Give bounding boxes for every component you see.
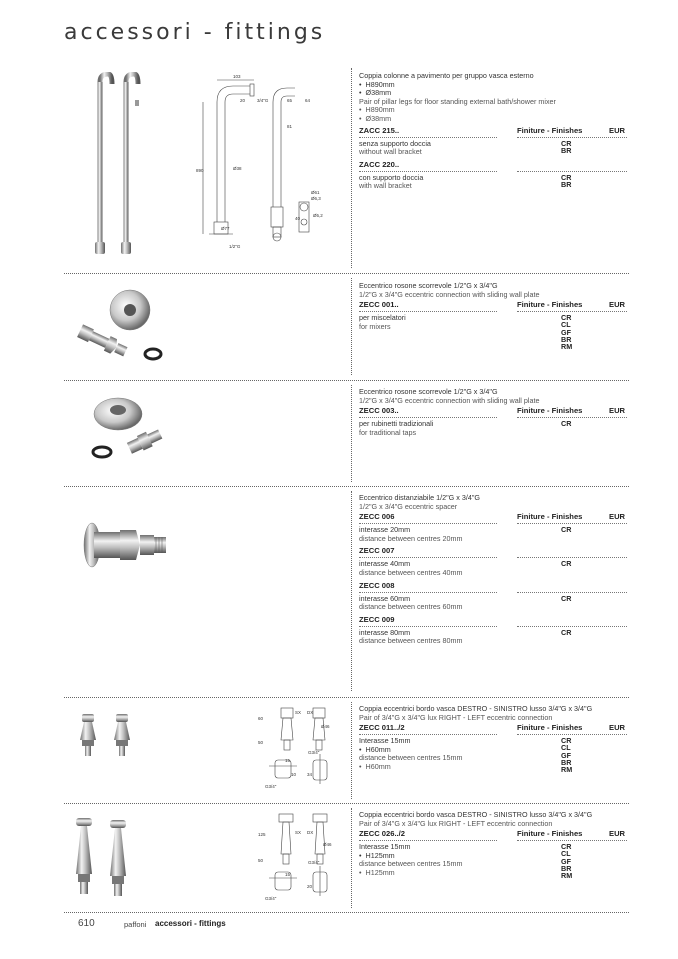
bullet: • H890mm bbox=[359, 79, 395, 89]
variant-header bbox=[359, 407, 629, 417]
finish-codes: CR bbox=[561, 525, 572, 535]
column-divider bbox=[351, 68, 352, 268]
product-title-en: 1/2"G x 3/4"G eccentric connection with sliding wall plate bbox=[359, 395, 540, 405]
product-code: ZECC 009 bbox=[359, 614, 395, 624]
dim-label: 103 bbox=[233, 74, 241, 79]
product-title-it: Eccentrico distanziabile 1/2"G x 3/4"G bbox=[359, 493, 480, 502]
eur-label: EUR bbox=[609, 406, 626, 416]
finish-codes: CR BR bbox=[561, 138, 572, 155]
finishes-label: Finiture - Finishes bbox=[517, 300, 583, 310]
dim-label: 10 bbox=[291, 772, 297, 777]
product-info-zecc003 bbox=[359, 388, 629, 437]
eccentric-traditional-photo bbox=[88, 394, 168, 464]
footer-section: accessori - fittings bbox=[155, 919, 226, 928]
dim-label: Ø46 bbox=[321, 724, 330, 729]
bullet: • Ø38mm bbox=[359, 88, 392, 98]
product-title-en: Pair of 3/4"G x 3/4"G lux RIGHT - LEFT eccentric connection bbox=[359, 818, 553, 828]
product-code: ZECC 011../2 bbox=[359, 723, 405, 733]
product-title-en: 1/2"G x 3/4"G eccentric spacer bbox=[359, 501, 458, 511]
dim-label: G3/4" bbox=[265, 784, 277, 789]
dim-label: 15 bbox=[285, 872, 291, 877]
dim-label: 15 bbox=[285, 758, 291, 763]
page-title: accessori - fittings bbox=[64, 20, 326, 45]
footer-divider bbox=[64, 912, 629, 913]
section-divider bbox=[64, 380, 629, 381]
variant-row: interasse 40mm distance between centres 40mm CR bbox=[359, 559, 572, 577]
bath-rim-eccentric-technical-drawing bbox=[255, 704, 350, 794]
dim-label: Ø38 bbox=[233, 166, 242, 171]
finish-codes: CR CL GF BR RM bbox=[561, 736, 573, 774]
finish-codes: CR CL GF BR RM bbox=[561, 842, 573, 880]
dim-label: Ø61 bbox=[311, 190, 320, 195]
variant-row: per rubinetti tradizionali for traditional taps CR bbox=[359, 419, 572, 437]
finish-codes: CR bbox=[561, 419, 572, 429]
eccentric-spacer-photo bbox=[80, 518, 175, 573]
bath-rim-eccentric-h125-photo bbox=[72, 814, 152, 902]
eur-label: EUR bbox=[609, 723, 626, 733]
dim-label: 890 bbox=[196, 168, 204, 173]
product-title-it: Coppia colonne a pavimento per gruppo vasca esterno bbox=[359, 71, 534, 80]
dim-label: SX bbox=[295, 830, 302, 835]
product-code: ZACC 215.. bbox=[359, 125, 400, 135]
footer-brand: paffoni bbox=[124, 920, 147, 929]
product-code: ZECC 006 bbox=[359, 512, 395, 522]
column-divider bbox=[351, 491, 352, 691]
dim-label: 65 bbox=[287, 98, 293, 103]
dim-label: 125 bbox=[258, 832, 266, 837]
variant-row: interasse 60mm distance between centres 60mm CR bbox=[359, 593, 572, 612]
finish-codes: CR bbox=[561, 627, 572, 637]
product-info-zacc bbox=[359, 72, 629, 191]
finish-codes: CR bbox=[561, 559, 572, 569]
dim-label: 34 bbox=[307, 772, 313, 777]
dim-label: 20 bbox=[307, 884, 313, 889]
product-title-en: Pair of 3/4"G x 3/4"G lux RIGHT - LEFT eccentric connection bbox=[359, 712, 553, 722]
finishes-label: Finiture - Finishes bbox=[517, 125, 583, 135]
section-divider bbox=[64, 697, 629, 698]
dim-label: DX bbox=[307, 830, 314, 835]
eur-label: EUR bbox=[609, 300, 626, 310]
finish-codes: CR bbox=[561, 593, 572, 603]
eccentric-wall-plate-photo bbox=[75, 288, 170, 363]
dim-label: 50 bbox=[258, 740, 264, 745]
eur-label: EUR bbox=[609, 125, 626, 135]
dim-label: G3/4" bbox=[308, 860, 320, 865]
section-divider bbox=[64, 486, 629, 487]
product-info-zecc006 bbox=[359, 494, 629, 646]
pillar-legs-photo bbox=[88, 72, 148, 262]
dim-label: 81 bbox=[287, 124, 293, 129]
column-divider bbox=[351, 808, 352, 908]
dim-label: G3/4" bbox=[265, 896, 277, 901]
section-divider bbox=[64, 803, 629, 804]
variant-row: interasse 20mm distance between centres 20mm CR bbox=[359, 525, 572, 543]
eur-label: EUR bbox=[609, 829, 626, 839]
dim-label: 40 bbox=[295, 216, 301, 221]
column-divider bbox=[351, 278, 352, 375]
page-number: 610 bbox=[78, 918, 95, 929]
variant-header bbox=[359, 724, 629, 734]
dim-label: DX bbox=[307, 710, 314, 715]
product-title-it: Coppia eccentrici bordo vasca DESTRO - SINISTRO lusso 3/4"G x 3/4"G bbox=[359, 704, 593, 713]
variant-header bbox=[359, 830, 629, 840]
product-title-it: Coppia eccentrici bordo vasca DESTRO - SINISTRO lusso 3/4"G x 3/4"G bbox=[359, 810, 593, 819]
variant-row: per miscelatori for mixers CR CL GF BR RM bbox=[359, 313, 573, 351]
dim-label: 50 bbox=[258, 858, 264, 863]
product-code: ZECC 026../2 bbox=[359, 829, 406, 839]
eur-label: EUR bbox=[609, 512, 626, 522]
dim-label: 3/4"G bbox=[257, 98, 269, 103]
dim-label: Ø77 bbox=[221, 226, 230, 231]
variant-row: Interasse 15mm • H125mm distance between centres 15mm • H125mm CR CL GF BR RM bbox=[359, 842, 573, 880]
variant-row: Interasse 15mm • H60mm distance between centres 15mm • H60mm CR CL GF BR RM bbox=[359, 736, 573, 774]
product-code: ZECC 008 bbox=[359, 580, 395, 590]
finishes-label: Finiture - Finishes bbox=[517, 723, 583, 733]
bath-rim-eccentric-h125-technical-drawing bbox=[255, 810, 350, 905]
column-divider bbox=[351, 385, 352, 482]
dim-label: 20 bbox=[240, 98, 246, 103]
section-divider bbox=[64, 273, 629, 274]
column-divider bbox=[351, 702, 352, 799]
product-title-en: Pair of pillar legs for floor standing external bath/shower mixer bbox=[359, 96, 556, 106]
pillar-legs-technical-drawing bbox=[195, 72, 345, 257]
finish-codes: CR CL GF BR RM bbox=[561, 313, 573, 351]
product-info-zecc011 bbox=[359, 705, 629, 772]
product-code: ZECC 003.. bbox=[359, 406, 399, 416]
variant-header bbox=[359, 127, 629, 137]
product-title-en: 1/2"G x 3/4"G eccentric connection with sliding wall plate bbox=[359, 289, 540, 299]
variant-row: con supporto doccia with wall bracket CR BR bbox=[359, 172, 572, 191]
dim-label: Ø6,3 bbox=[311, 196, 321, 201]
variant-row: interasse 80mm distance between centres 80mm CR bbox=[359, 627, 572, 646]
product-info-zecc026 bbox=[359, 811, 629, 878]
product-title-it: Eccentrico rosone scorrevole 1/2"G x 3/4"G bbox=[359, 387, 498, 396]
finishes-label: Finiture - Finishes bbox=[517, 829, 583, 839]
dim-label: Ø5,2 bbox=[313, 213, 323, 218]
finishes-label: Finiture - Finishes bbox=[517, 406, 583, 416]
dim-label: G3/4" bbox=[308, 750, 320, 755]
dim-label: 1/2"G bbox=[229, 244, 241, 249]
product-title-it: Eccentrico rosone scorrevole 1/2"G x 3/4"G bbox=[359, 281, 498, 290]
finish-codes: CR BR bbox=[561, 172, 572, 189]
product-info-zecc001 bbox=[359, 281, 629, 351]
dim-label: SX bbox=[295, 710, 302, 715]
dim-label: 60 bbox=[258, 716, 264, 721]
variant-header bbox=[359, 513, 629, 523]
dim-label: Ø46 bbox=[323, 842, 332, 847]
product-code: ZECC 001.. bbox=[359, 300, 399, 310]
variant-header bbox=[359, 301, 629, 311]
dim-label: 64 bbox=[305, 98, 311, 103]
bullet: • H890mm bbox=[359, 105, 395, 115]
bath-rim-eccentric-pair-photo bbox=[76, 710, 156, 760]
variant-row: senza supporto doccia without wall bracket CR BR bbox=[359, 138, 572, 157]
product-code: ZACC 220.. bbox=[359, 159, 400, 169]
finishes-label: Finiture - Finishes bbox=[517, 512, 583, 522]
bullet: • Ø38mm bbox=[359, 113, 392, 123]
product-code: ZECC 007 bbox=[359, 546, 395, 556]
